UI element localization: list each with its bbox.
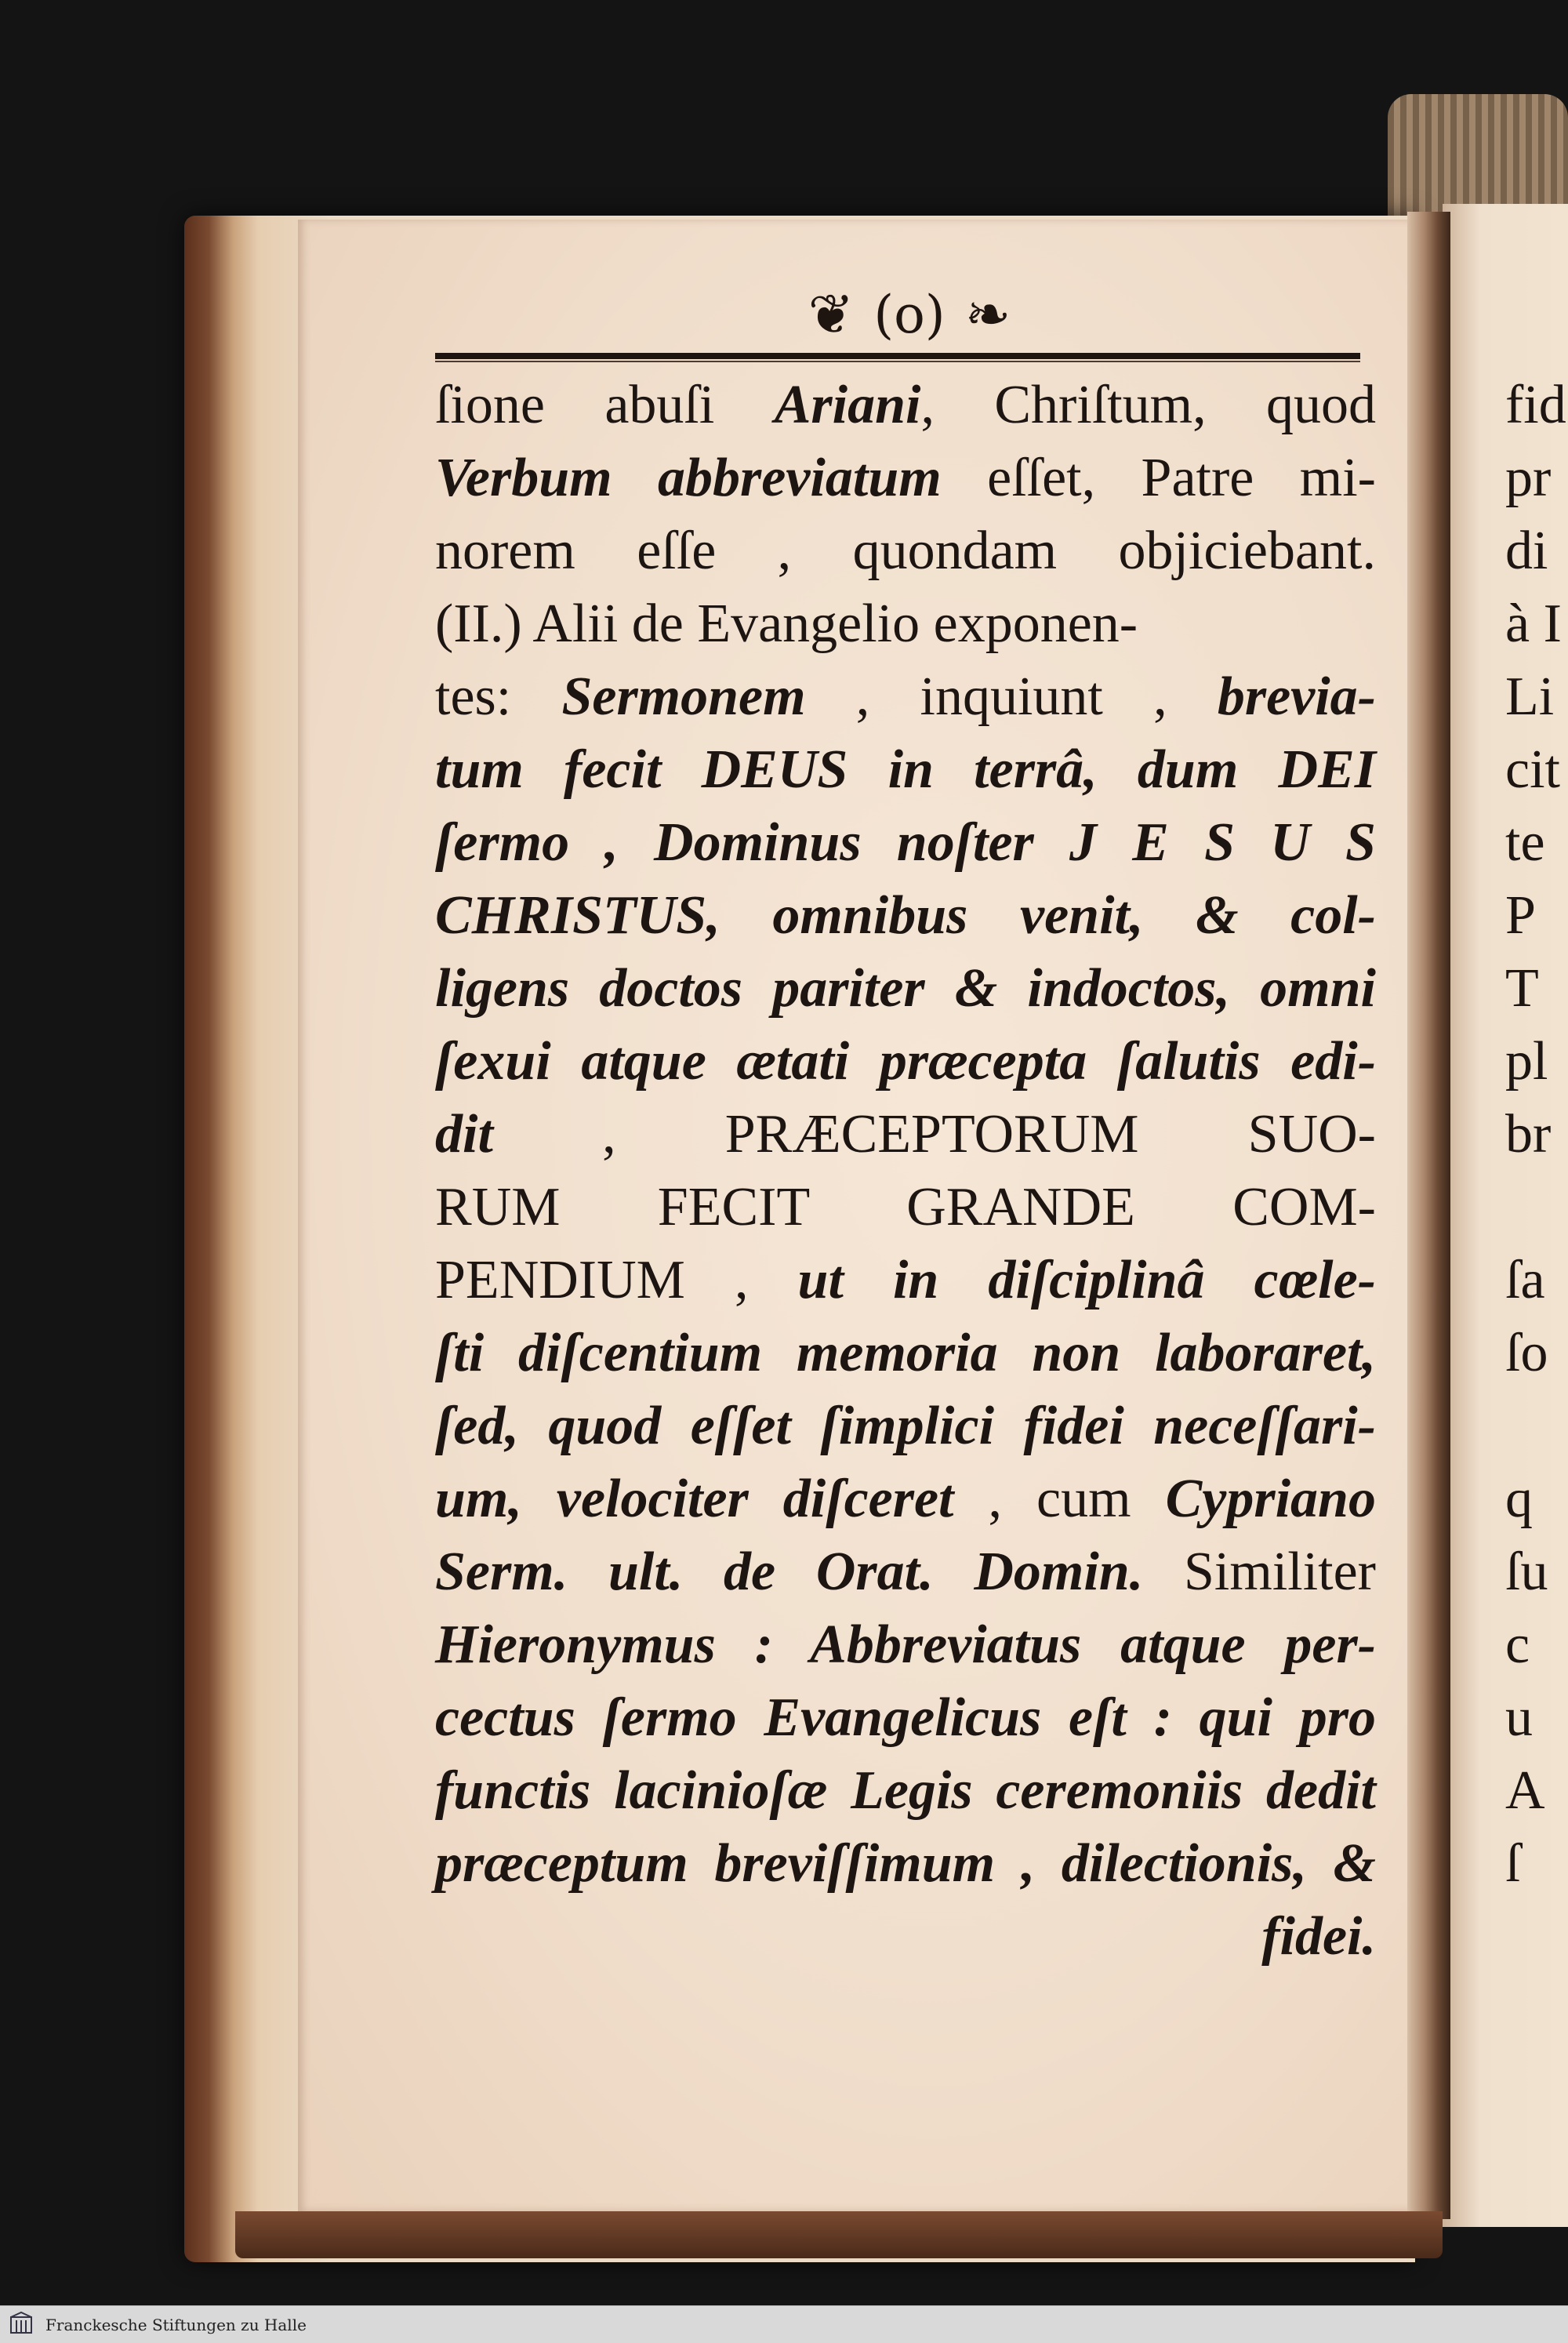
text-line: [435, 587, 1376, 660]
italic-text: Verbum abbreviatum: [435, 448, 942, 508]
next-page-fragment: ſ: [1505, 1833, 1521, 1894]
headband: [1388, 94, 1568, 220]
page-body-text: [435, 369, 1376, 1973]
text-line: [435, 1171, 1376, 1244]
italic-text: ligens doctos pariter & indoctos, omni: [435, 958, 1376, 1019]
roman-text: PENDIUM ,: [435, 1250, 798, 1310]
text-line: [435, 369, 1376, 441]
text-line: [435, 1244, 1376, 1317]
italic-text: ſexui atque ætati præcepta ſalutis edi-: [435, 1031, 1376, 1092]
text-line: [435, 1535, 1376, 1608]
text-line: [435, 1681, 1376, 1754]
book-bottom-board: [235, 2211, 1443, 2258]
italic-text: Cypriano: [1165, 1469, 1376, 1529]
roman-text: , PRÆCEPTORUM SUO-: [492, 1104, 1376, 1164]
folio-number: (o): [873, 284, 946, 345]
text-line: [435, 1098, 1376, 1171]
italic-text: CHRISTUS, omnibus venit, & col-: [435, 885, 1376, 946]
text-line: [435, 952, 1376, 1025]
italic-text: cectus ſermo Evangelicus eſt : qui pro: [435, 1687, 1376, 1748]
institution-logo-icon: [8, 2311, 34, 2338]
roman-text: tes:: [435, 667, 562, 727]
next-page-fragment: ſa: [1505, 1250, 1545, 1310]
roman-text: (II.) Alii de Evangelio exponen-: [435, 594, 1138, 654]
text-line: [435, 806, 1376, 879]
text-line: [435, 733, 1376, 806]
roman-text: ſione abuſi: [435, 375, 775, 435]
italic-text: Hieronymus : Abbreviatus atque per-: [435, 1615, 1376, 1675]
text-line: [435, 1389, 1376, 1462]
italic-text: Ariani: [774, 375, 921, 435]
text-line: [435, 1025, 1376, 1098]
book-gutter: [1407, 212, 1450, 2219]
next-page-fragment: c: [1505, 1615, 1530, 1675]
roman-text: eſſet, Patre mi-: [941, 448, 1376, 508]
header-rule: [435, 353, 1360, 359]
text-line: [435, 1462, 1376, 1535]
text-line: [435, 514, 1376, 587]
next-page-fragment: ſu: [1505, 1542, 1548, 1602]
next-page-fragment: pr: [1505, 448, 1552, 508]
next-page-fragment: [1505, 1171, 1566, 1244]
italic-text: ſermo , Dominus noſter J E S U S: [435, 812, 1376, 873]
italic-text: præceptum breviſſimum , dilectionis, &: [435, 1833, 1376, 1894]
next-page-fragment: te: [1505, 812, 1545, 873]
next-page-fragment: Li: [1505, 667, 1555, 727]
italic-text: functis lacinioſæ Legis ceremoniis dedit: [435, 1760, 1376, 1821]
italic-text: ut in diſciplinâ cœle-: [797, 1250, 1376, 1310]
next-page-fragment: pl: [1505, 1031, 1548, 1092]
italic-text: dit: [435, 1104, 493, 1164]
text-line: [435, 1608, 1376, 1681]
next-page-fragment: fid: [1505, 375, 1566, 435]
next-page-fragment: br: [1505, 1104, 1552, 1164]
text-line: [435, 1900, 1376, 1973]
ornament-left-icon: ❦: [808, 282, 855, 347]
next-page-fragment: cit: [1505, 739, 1560, 800]
next-page-fragment: [1505, 1389, 1566, 1462]
text-line: [435, 879, 1376, 952]
next-page-fragment: di: [1505, 521, 1548, 581]
footer-bar: [0, 2305, 1568, 2343]
roman-text: norem eſſe , quondam objiciebant.: [435, 521, 1376, 581]
italic-text: Sermonem: [561, 667, 806, 727]
roman-text: , Chriſtum, quod: [920, 375, 1376, 435]
next-page-fragment: q: [1505, 1469, 1533, 1529]
footer-credit: Franckesche Stiftungen zu Halle: [45, 2316, 307, 2334]
text-line: [435, 441, 1376, 514]
italic-text: tum fecit DEUS in terrâ, dum DEI: [435, 739, 1376, 800]
next-page-fragment: ſo: [1505, 1323, 1548, 1383]
next-page-fragment: A: [1505, 1760, 1545, 1821]
italic-text: brevia-: [1217, 667, 1376, 727]
ornament-right-icon: ❧: [964, 282, 1011, 347]
next-page-fragment: à I: [1505, 594, 1562, 654]
next-page-fragments: [1505, 369, 1566, 1900]
italic-text: fidei.: [1261, 1906, 1376, 1967]
text-line: [435, 1754, 1376, 1827]
roman-text: , inquiunt ,: [805, 667, 1218, 727]
roman-text: , cum: [953, 1469, 1166, 1529]
page-header: [439, 282, 1380, 353]
italic-text: Serm. ult. de Orat. Domin.: [435, 1542, 1144, 1602]
text-line: [435, 1827, 1376, 1900]
roman-text: RUM FECIT GRANDE COM-: [435, 1177, 1376, 1237]
next-page-fragment: P: [1505, 885, 1536, 946]
text-line: [435, 660, 1376, 733]
next-page-fragment: u: [1505, 1687, 1533, 1748]
next-page-fragment: T: [1505, 958, 1539, 1019]
roman-text: Similiter: [1143, 1542, 1376, 1602]
italic-text: ſed, quod eſſet ſimplici fidei neceſſari-: [435, 1396, 1376, 1456]
italic-text: ſti diſcentium memoria non laboraret,: [435, 1323, 1376, 1383]
text-line: [435, 1317, 1376, 1389]
italic-text: um, velociter diſceret: [435, 1469, 954, 1529]
